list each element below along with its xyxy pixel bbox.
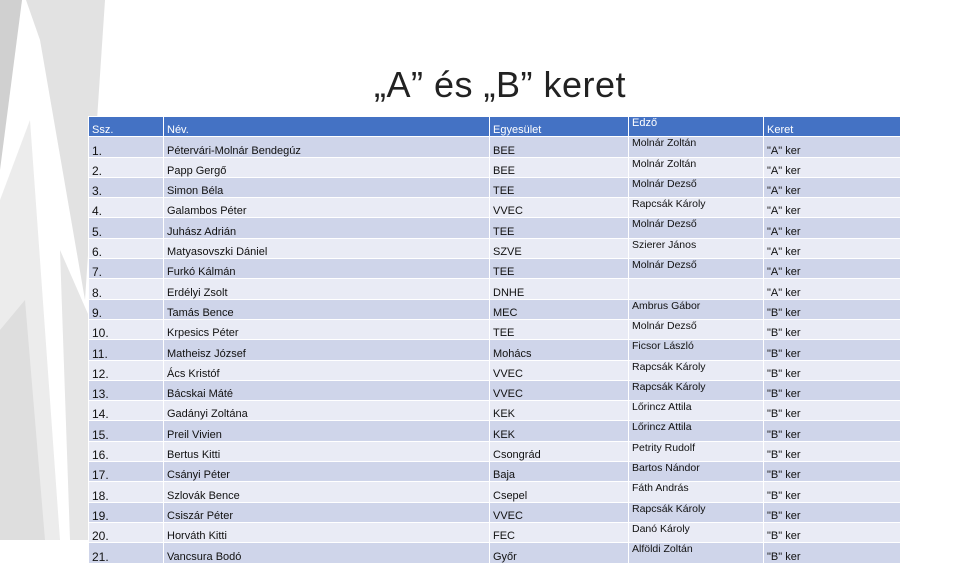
cell-club: Csepel <box>490 482 629 502</box>
cell-name: Ács Kristóf <box>164 360 490 380</box>
cell-name: Csányi Péter <box>164 462 490 482</box>
cell-ssz: 4. <box>89 198 164 218</box>
cell-club: TEE <box>490 319 629 339</box>
cell-name: Pétervári-Molnár Bendegúz <box>164 137 490 157</box>
cell-club: KEK <box>490 421 629 441</box>
cell-ssz: 20. <box>89 522 164 542</box>
cell-ssz: 12. <box>89 360 164 380</box>
table-row <box>89 543 901 563</box>
cell-name: Galambos Péter <box>164 198 490 218</box>
cell-club: KEK <box>490 401 629 421</box>
table-row <box>89 502 901 522</box>
cell-coach: Danó Károly <box>629 522 764 542</box>
cell-ssz: 2. <box>89 157 164 177</box>
cell-coach: Szierer János <box>629 238 764 258</box>
cell-coach: Ficsor László <box>629 340 764 360</box>
cell-squad: "A" ker <box>764 279 901 299</box>
cell-name: Bertus Kitti <box>164 441 490 461</box>
cell-ssz: 8. <box>89 279 164 299</box>
cell-name: Gadányi Zoltána <box>164 401 490 421</box>
cell-ssz: 10. <box>89 319 164 339</box>
table-row <box>89 401 901 421</box>
cell-club: Mohács <box>490 340 629 360</box>
cell-club: BEE <box>490 157 629 177</box>
cell-squad: "A" ker <box>764 259 901 279</box>
table-row <box>89 137 901 157</box>
cell-squad: "B" ker <box>764 421 901 441</box>
table-row <box>89 299 901 319</box>
cell-ssz: 15. <box>89 421 164 441</box>
cell-ssz: 14. <box>89 401 164 421</box>
cell-squad: "B" ker <box>764 401 901 421</box>
cell-name: Bácskai Máté <box>164 380 490 400</box>
cell-ssz: 17. <box>89 462 164 482</box>
cell-name: Erdélyi Zsolt <box>164 279 490 299</box>
cell-coach: Rapcsák Károly <box>629 380 764 400</box>
cell-coach: Alföldi Zoltán <box>629 543 764 563</box>
cell-squad: "B" ker <box>764 441 901 461</box>
cell-name: Matheisz József <box>164 340 490 360</box>
cell-club: Győr <box>490 543 629 563</box>
cell-squad: "B" ker <box>764 543 901 563</box>
cell-coach: Lőrincz Attila <box>629 421 764 441</box>
cell-club: VVEC <box>490 360 629 380</box>
table-row <box>89 177 901 197</box>
cell-club: SZVE <box>490 238 629 258</box>
cell-name: Tamás Bence <box>164 299 490 319</box>
cell-squad: "A" ker <box>764 137 901 157</box>
cell-club: TEE <box>490 259 629 279</box>
cell-club: TEE <box>490 177 629 197</box>
table-row <box>89 380 901 400</box>
cell-name: Vancsura Bodó <box>164 543 490 563</box>
cell-squad: "A" ker <box>764 198 901 218</box>
table-row <box>89 462 901 482</box>
cell-club: VVEC <box>490 198 629 218</box>
header-keret: Keret <box>764 117 901 137</box>
cell-name: Horváth Kitti <box>164 522 490 542</box>
cell-coach: Ambrus Gábor <box>629 299 764 319</box>
table-header-row <box>89 117 901 137</box>
cell-coach: Molnár Zoltán <box>629 157 764 177</box>
cell-name: Simon Béla <box>164 177 490 197</box>
cell-name: Csiszár Péter <box>164 502 490 522</box>
cell-club: BEE <box>490 137 629 157</box>
cell-coach: Rapcsák Károly <box>629 198 764 218</box>
header-ssz: Ssz. <box>89 117 164 137</box>
cell-squad: "B" ker <box>764 482 901 502</box>
cell-squad: "B" ker <box>764 299 901 319</box>
cell-coach: Fáth András <box>629 482 764 502</box>
cell-name: Furkó Kálmán <box>164 259 490 279</box>
cell-squad: "B" ker <box>764 319 901 339</box>
cell-ssz: 3. <box>89 177 164 197</box>
cell-ssz: 9. <box>89 299 164 319</box>
table-row <box>89 441 901 461</box>
roster-table <box>88 116 901 564</box>
header-egyesulet: Egyesület <box>490 117 629 137</box>
cell-squad: "B" ker <box>764 462 901 482</box>
table-row <box>89 482 901 502</box>
cell-ssz: 7. <box>89 259 164 279</box>
cell-coach: Molnár Dezső <box>629 319 764 339</box>
cell-ssz: 19. <box>89 502 164 522</box>
cell-coach: Bartos Nándor <box>629 462 764 482</box>
cell-coach: Molnár Dezső <box>629 177 764 197</box>
cell-club: TEE <box>490 218 629 238</box>
cell-club: DNHE <box>490 279 629 299</box>
cell-coach: Molnár Dezső <box>629 218 764 238</box>
cell-squad: "B" ker <box>764 340 901 360</box>
cell-squad: "A" ker <box>764 218 901 238</box>
table-row <box>89 218 901 238</box>
cell-club: MEC <box>490 299 629 319</box>
slide-title: „A” és „B” keret <box>373 64 627 105</box>
table-row <box>89 360 901 380</box>
cell-ssz: 13. <box>89 380 164 400</box>
cell-club: FEC <box>490 522 629 542</box>
cell-ssz: 5. <box>89 218 164 238</box>
cell-squad: "A" ker <box>764 238 901 258</box>
cell-squad: "B" ker <box>764 360 901 380</box>
cell-coach: Molnár Zoltán <box>629 137 764 157</box>
cell-club: Baja <box>490 462 629 482</box>
table-row <box>89 259 901 279</box>
cell-squad: "A" ker <box>764 157 901 177</box>
cell-name: Preil Vivien <box>164 421 490 441</box>
table-row <box>89 421 901 441</box>
table-row <box>89 198 901 218</box>
cell-ssz: 21. <box>89 543 164 563</box>
cell-ssz: 1. <box>89 137 164 157</box>
cell-coach: Petrity Rudolf <box>629 441 764 461</box>
cell-name: Matyasovszki Dániel <box>164 238 490 258</box>
cell-squad: "B" ker <box>764 502 901 522</box>
cell-name: Papp Gergő <box>164 157 490 177</box>
cell-ssz: 16. <box>89 441 164 461</box>
cell-coach: Rapcsák Károly <box>629 502 764 522</box>
cell-club: Csongrád <box>490 441 629 461</box>
cell-ssz: 18. <box>89 482 164 502</box>
header-nev: Név. <box>164 117 490 137</box>
cell-name: Juhász Adrián <box>164 218 490 238</box>
cell-name: Szlovák Bence <box>164 482 490 502</box>
table-row <box>89 319 901 339</box>
cell-ssz: 6. <box>89 238 164 258</box>
table-row <box>89 279 901 299</box>
table-row <box>89 340 901 360</box>
cell-squad: "B" ker <box>764 522 901 542</box>
cell-name: Krpesics Péter <box>164 319 490 339</box>
roster-body <box>89 137 901 563</box>
cell-club: VVEC <box>490 380 629 400</box>
cell-coach <box>629 279 764 299</box>
table-row <box>89 238 901 258</box>
cell-coach: Rapcsák Károly <box>629 360 764 380</box>
cell-coach: Lőrincz Attila <box>629 401 764 421</box>
cell-squad: "B" ker <box>764 380 901 400</box>
header-edzo: Edző <box>629 117 764 137</box>
cell-ssz: 11. <box>89 340 164 360</box>
cell-coach: Molnár Dezső <box>629 259 764 279</box>
table-row <box>89 157 901 177</box>
cell-club: VVEC <box>490 502 629 522</box>
cell-squad: "A" ker <box>764 177 901 197</box>
